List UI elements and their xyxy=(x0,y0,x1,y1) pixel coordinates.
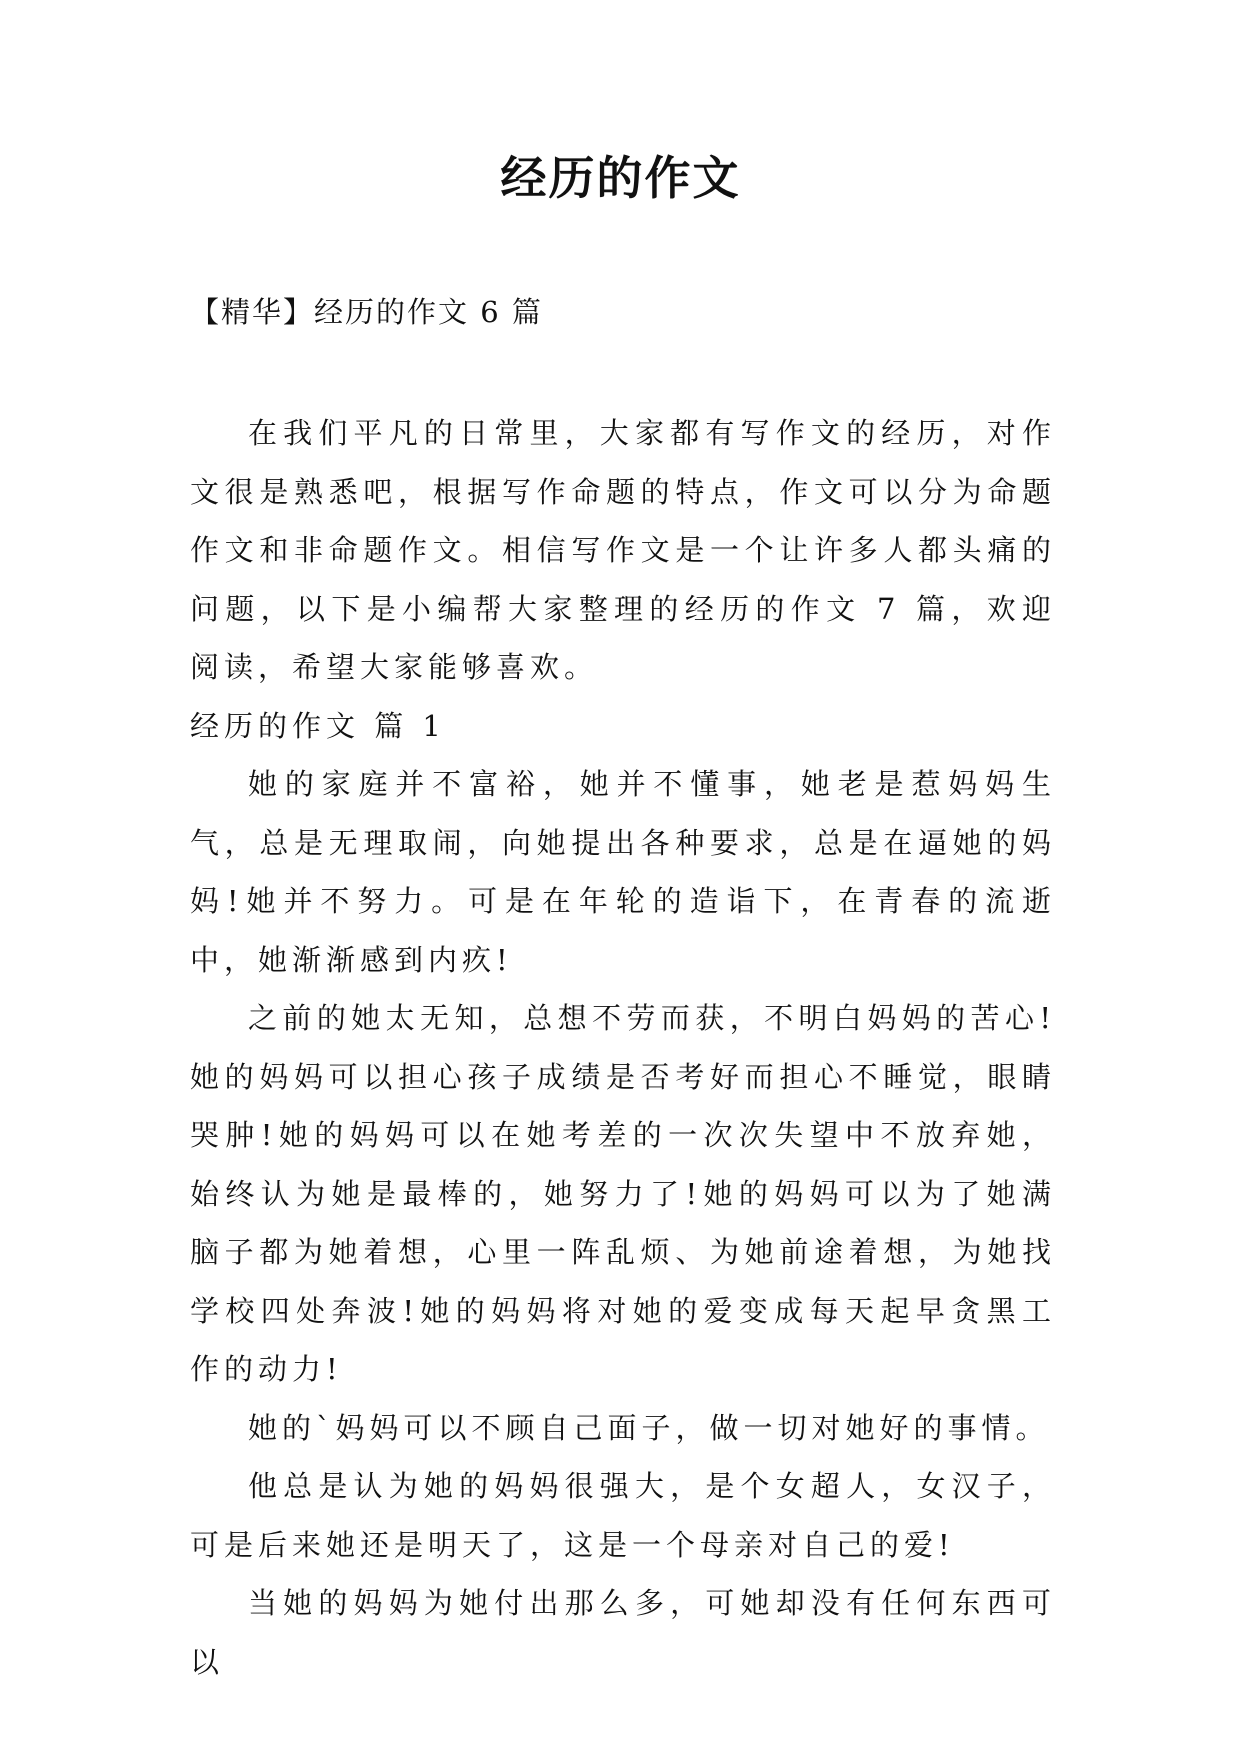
document-body xyxy=(190,404,1056,1691)
body-paragraph: 之前的她太无知，总想不劳而获，不明白妈妈的苦心!她的妈妈可以担心孩子成绩是否考好而担心不睡觉，眼睛哭肿!她的妈妈可以在她考差的一次次失望中不放弃她，始终认为她是最棒的，她努力了!她的妈妈可以为了她满脑子都为她着想，心里一阵乱烦、为她前途着想，为她找学校四处奔波!她的妈妈将对她的爱变成每天起早贪黑工作的动力! xyxy=(190,1001,1056,1386)
document-title: 经历的作文 xyxy=(500,151,741,205)
body-paragraph: 她的家庭并不富裕，她并不懂事，她老是惹妈妈生气，总是无理取闹，向她提出各种要求，总是在逼她的妈妈!她并不努力。可是在年轮的造诣下，在青春的流逝中，她渐渐感到内疚! xyxy=(190,767,1056,977)
body-paragraph: 当她的妈妈为她付出那么多，可她却没有任何东西可以 xyxy=(190,1586,1056,1679)
section-heading: 经历的作文 篇 1 xyxy=(190,708,446,743)
body-paragraph: 他总是认为她的妈妈很强大，是个女超人，女汉子，可是后来她还是明天了，这是一个母亲对自己的爱! xyxy=(190,1469,1056,1562)
document-subtitle: 【精华】经历的作文 6 篇 xyxy=(190,295,543,329)
intro-paragraph: 在我们平凡的日常里，大家都有写作文的经历，对作文很是熟悉吧，根据写作命题的特点，作文可以分为命题作文和非命题作文。相信写作文是一个让许多人都头痛的问题，以下是小编帮大家整理的经历的作文 7 篇，欢迎阅读，希望大家能够喜欢。 xyxy=(190,416,1056,684)
body-paragraph: 她的`妈妈可以不顾自己面子，做一切对她好的事情。 xyxy=(248,1410,1050,1445)
